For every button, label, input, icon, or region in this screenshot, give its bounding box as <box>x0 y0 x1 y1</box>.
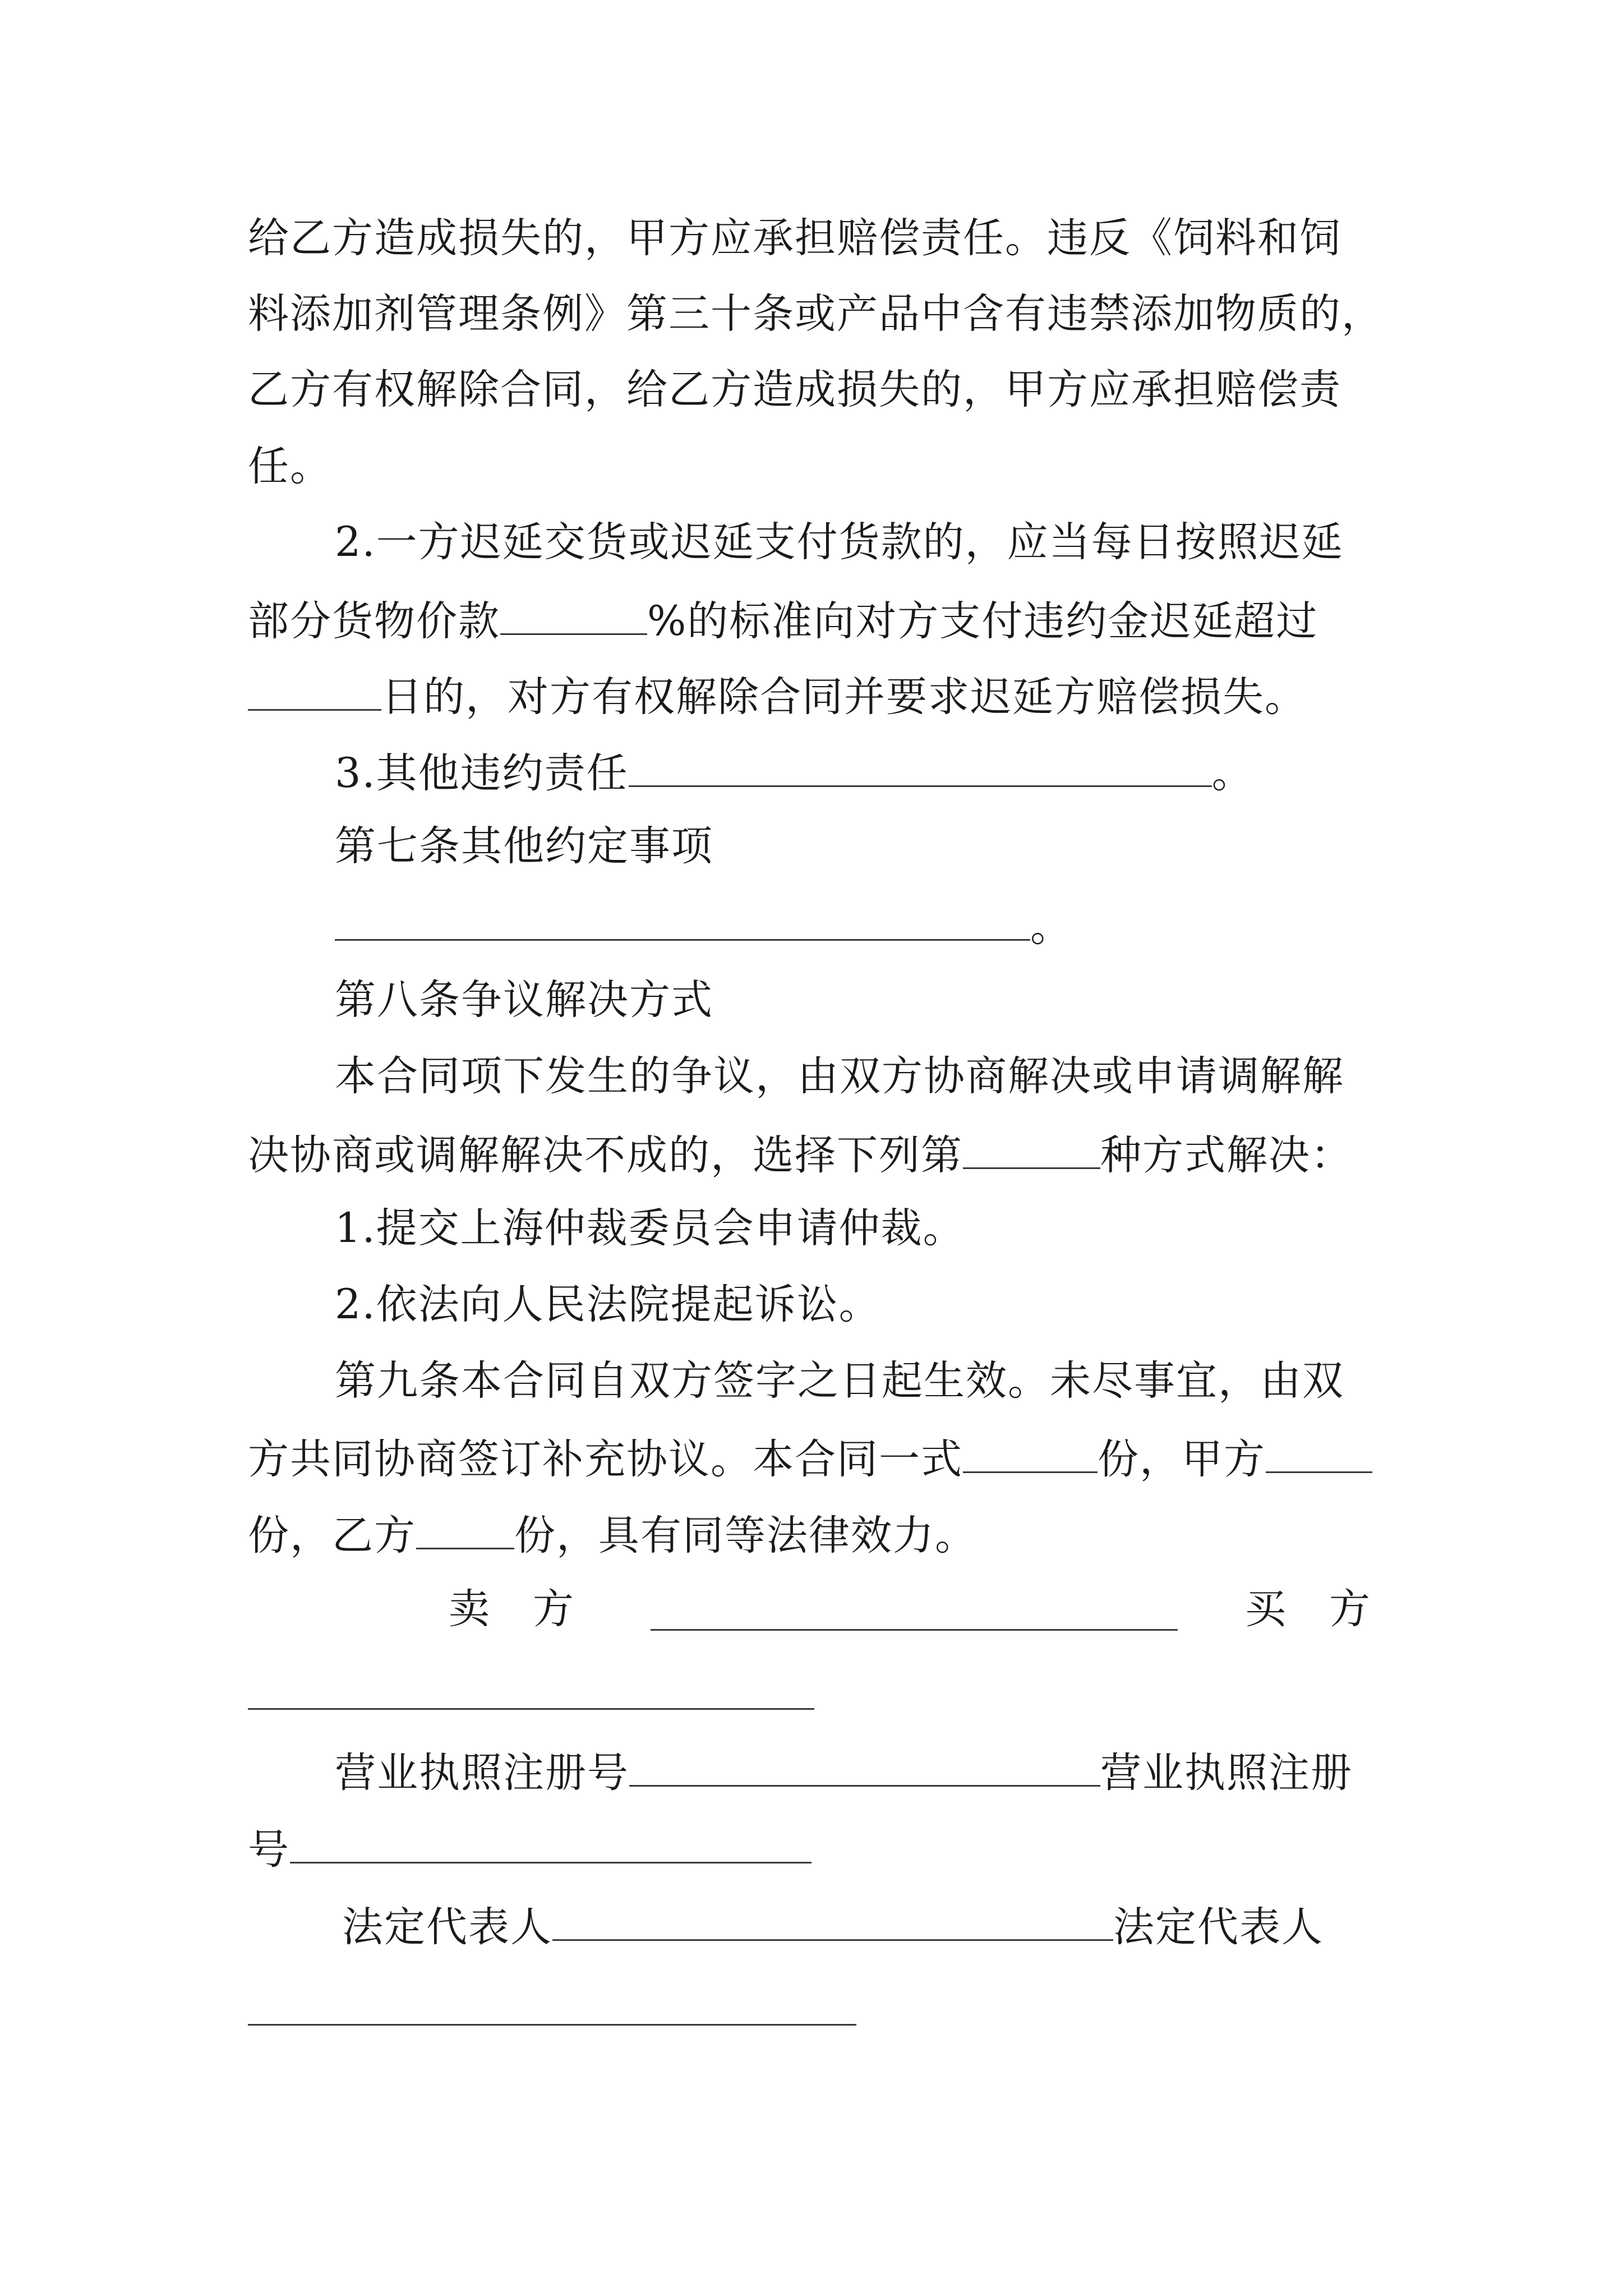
seller-rep-row <box>342 1897 1324 1953</box>
clause-3-end: 。 <box>1211 749 1254 797</box>
buyer-signature-line <box>248 1708 814 1710</box>
clause-2-text: 部分货物价款 <box>248 597 500 645</box>
seller-signature-line <box>651 1629 1178 1631</box>
overdue-days-blank <box>248 666 381 711</box>
article-9-text: 份，甲方 <box>1098 1435 1266 1483</box>
buyer-rep-label: 法定代表人 <box>1113 1903 1324 1951</box>
article-9-line-2 <box>248 1429 1372 1485</box>
buyer-rep-line <box>248 2024 856 2026</box>
clause-2-line-2 <box>248 591 1318 647</box>
buyer-license-label-end: 号 <box>248 1826 290 1874</box>
buyer-license-label: 营业执照注册 <box>1100 1749 1353 1797</box>
article-8-line-1: 本合同项下发生的争议，由双方协商解决或申请调解解 <box>335 1052 1344 1100</box>
party-a-copies-blank <box>1266 1429 1372 1473</box>
article-9-text: 方共同协商签订补充协议。本合同一式 <box>248 1435 963 1483</box>
seller-license-label: 营业执照注册号 <box>335 1749 629 1797</box>
seller-license-blank <box>629 1742 1100 1787</box>
article-9-line-3 <box>248 1505 977 1561</box>
article-7-title: 第七条其他约定事项 <box>335 822 713 870</box>
clause-2-text: %的标准向对方支付违约金迟延超过 <box>647 597 1318 645</box>
paragraph-line: 给乙方造成损失的，甲方应承担赔偿责任。违反《饲料和饲 <box>248 214 1341 262</box>
clause-2-line-1: 2.一方迟延交货或迟延支付货款的，应当每日按照迟延 <box>335 518 1344 566</box>
paragraph-line: 料添加剂管理条例》第三十条或产品中含有违禁添加物质的， <box>248 290 1384 338</box>
buyer-license-row <box>248 1819 811 1875</box>
buyer-label: 买 方 <box>1245 1585 1371 1633</box>
dispute-option-2: 2.依法向人民法院提起诉讼。 <box>335 1281 881 1328</box>
paragraph-line: 任。 <box>248 443 332 490</box>
other-liability-blank <box>629 743 1212 787</box>
article-9-line-1: 第九条本合同自双方签字之日起生效。未尽事宜，由双 <box>335 1357 1344 1405</box>
article-8-title: 第八条争议解决方式 <box>335 976 713 1024</box>
clause-2-text: 日的，对方有权解除合同并要求迟延方赔偿损失。 <box>381 673 1307 721</box>
article-7-field <box>335 896 1072 953</box>
article-9-text: 份，具有同等法律效力。 <box>514 1512 977 1559</box>
clause-3-label: 3.其他违约责任 <box>335 749 629 797</box>
article-8-text: 种方式解决： <box>1100 1131 1353 1179</box>
paragraph-line: 乙方有权解除合同，给乙方造成损失的，甲方应承担赔偿责 <box>248 366 1341 413</box>
seller-license-row <box>335 1742 1353 1798</box>
seller-rep-label: 法定代表人 <box>342 1903 552 1951</box>
article-9-text: 份，乙方 <box>248 1512 416 1559</box>
party-b-copies-blank <box>416 1505 514 1549</box>
copies-total-blank <box>963 1429 1098 1473</box>
seller-rep-blank <box>552 1897 1113 1941</box>
article-7-end: 。 <box>1030 903 1072 951</box>
seller-label: 卖 方 <box>449 1585 575 1633</box>
article-8-line-2 <box>248 1125 1353 1181</box>
penalty-rate-blank <box>500 591 647 635</box>
dispute-option-blank <box>963 1125 1100 1169</box>
clause-2-line-3 <box>248 666 1307 723</box>
clause-3 <box>335 743 1254 799</box>
other-terms-blank <box>335 896 1030 941</box>
buyer-license-blank <box>290 1819 811 1864</box>
article-8-text: 决协商或调解解决不成的，选择下列第 <box>248 1131 963 1179</box>
dispute-option-1: 1.提交上海仲裁委员会申请仲裁。 <box>335 1204 965 1252</box>
